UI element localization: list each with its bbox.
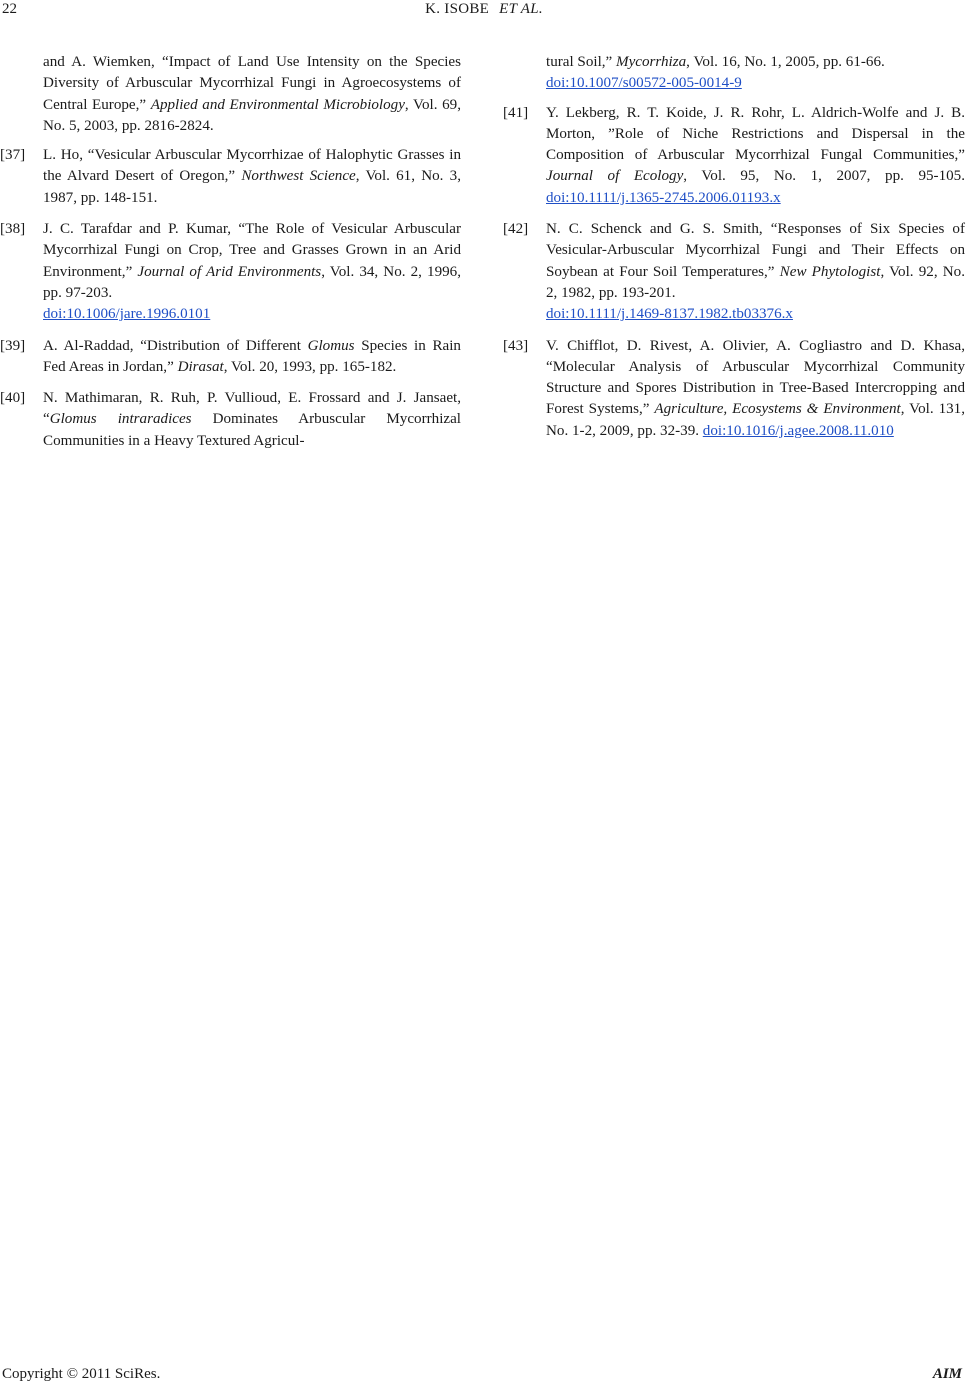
reference-number: [38] [0, 221, 26, 238]
journal-title: Northwest Science [241, 168, 356, 185]
reference-number: [43] [503, 337, 529, 354]
reference-number: [39] [0, 337, 26, 354]
genus-name: Glomus [307, 337, 355, 354]
doi-link[interactable]: doi:10.1111/j.1365-2745.2006.01193.x [546, 189, 781, 206]
journal-title: Journal of Arid Environments [137, 263, 322, 280]
journal-title: Agriculture, Ecosystems & Environment [654, 401, 901, 418]
reference-41: [41] Y. Lekberg, R. T. Koide, J. R. Rohr, L. Aldrich-Wolfe and J. B. Morton, ”Role of Niche Restrictions and Dispersal in the Composition of Arbuscular Mycorrhizal Fungal Communities,” Journal of Ecology, Vol. 95, No. 1, 2007, pp. 95-105. doi:10.1111/j.1365-2745.2006.01193.x [503, 104, 965, 206]
reference-number: [42] [503, 221, 529, 238]
doi-link[interactable]: doi:10.1111/j.1469-8137.1982.tb03376.x [546, 306, 793, 323]
reference-38: [38] J. C. Tarafdar and P. Kumar, “The Role of Vesicular Arbuscular Mycorrhizal Fungi on Crop, Tree and Grasses Grown in an Arid Environment,” Journal of Arid Environments, Vol. 34, No. 2, 1996, pp. 97-203. doi:10.1006/jare.1996.0101 [0, 221, 461, 323]
running-head-authors: K. ISOBE [425, 1, 490, 17]
running-head [0, 1, 968, 18]
running-head-etal: ET AL. [499, 1, 543, 17]
reference-40-continuation: tural Soil,” Mycorrhiza, Vol. 16, No. 1, 2005, pp. 61-66. doi:10.1007/s00572-005-0014-9 [546, 54, 885, 92]
reference-37: [37] L. Ho, “Vesicular Arbuscular Mycorrhizae of Halophytic Grasses in the Alvard Desert of Oregon,” Northwest Science, Vol. 61, No. 3, 1987, pp. 148-151. [0, 147, 461, 206]
journal-title: Mycorrhiza [616, 54, 687, 70]
journal-title: Applied and Environmental Microbiology [150, 96, 405, 113]
species-name: Glomus intraradices [49, 411, 192, 428]
reference-36-continuation: and A. Wiemken, “Impact of Land Use Intensity on the Species Diversity of Arbuscular Mycorrhizal Fungi in Agroecosystems of Central Europe,” Applied and Environmental Microbiology, Vol. 69, No. 5, 2003, pp. 2816-2824. [43, 54, 461, 134]
reference-number: [41] [503, 104, 529, 121]
reference-42: [42] N. C. Schenck and G. S. Smith, “Responses of Six Species of Vesicular-Arbuscular Mycorrhizal Fungi and Their Effects on Soybean at Four Soil Temperatures,” New Phytologist, Vol. 92, No. 2, 1982, pp. 193-201. doi:10.1111/j.1469-8137.1982.tb03376.x [503, 221, 965, 323]
left-column [0, 52, 461, 462]
journal-title: Dirasat [177, 358, 224, 375]
doi-link[interactable]: doi:10.1007/s00572-005-0014-9 [546, 75, 742, 92]
journal-title: Journal of Ecology [546, 168, 684, 185]
journal-abbreviation: AIM [932, 1366, 962, 1382]
copyright-notice: Copyright © 2011 SciRes. [2, 1366, 161, 1382]
doi-link[interactable]: doi:10.1016/j.agee.2008.11.010 [702, 422, 894, 439]
reference-40: [40] N. Mathimaran, R. Ruh, P. Vullioud, E. Frossard and J. Jansaet, “Glomus intraradices Dominates Arbuscular Mycorrhizal Communities in a Heavy Textured Agricul- [0, 390, 461, 449]
page-footer [0, 1366, 968, 1386]
page-header [0, 0, 968, 24]
right-column [503, 52, 965, 452]
page-number: 22 [2, 1, 17, 17]
reference-43: [43] V. Chifflot, D. Rivest, A. Olivier, A. Cogliastro and D. Khasa, “Molecular Analysis of Arbuscular Mycorrhizal Community Structure and Spores Distribution in Tree-Based Intercropping and Forest Systems,” Agriculture, Ecosystems & Environment, Vol. 131, No. 1-2, 2009, pp. 32-39. doi:10.1016/j.agee.2008.11.010 [503, 337, 966, 439]
reference-number: [37] [0, 147, 26, 164]
reference-39: [39] A. Al-Raddad, “Distribution of Different Glomus Species in Rain Fed Areas in Jordan,” Dirasat, Vol. 20, 1993, pp. 165-182. [0, 337, 461, 375]
reference-number: [40] [0, 390, 26, 407]
doi-link[interactable]: doi:10.1006/jare.1996.0101 [43, 306, 211, 323]
journal-title: New Phytologist [779, 263, 881, 280]
